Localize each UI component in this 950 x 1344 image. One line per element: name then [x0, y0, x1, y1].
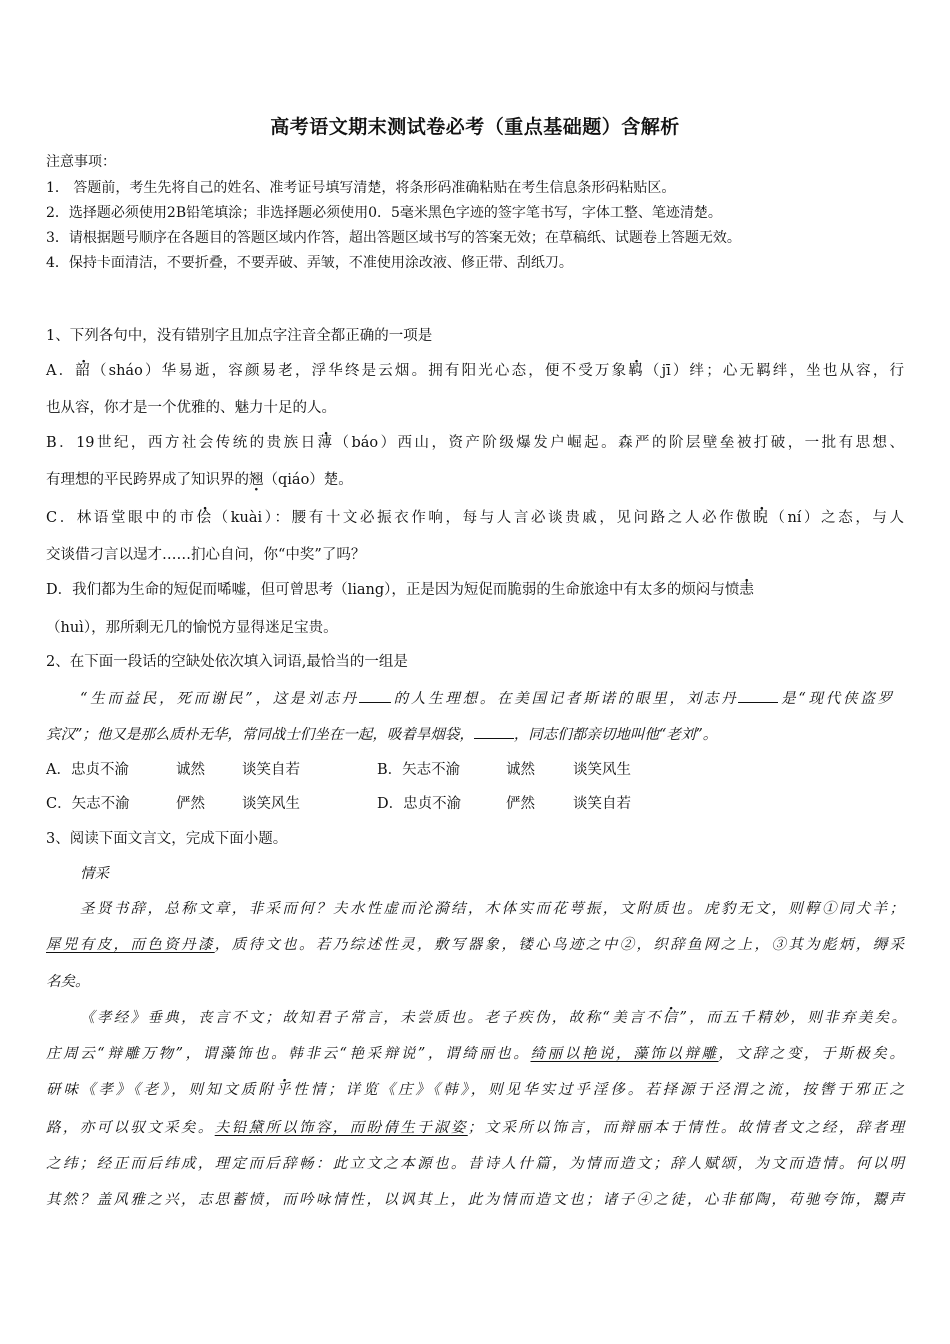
- emphasis-dot-char: 羁: [628, 363, 645, 379]
- q2-passage-line: “生而益民，死而谢民”，这是刘志丹 的人生理想。在美国记者斯诺的眼里，刘志丹 是“现代侠盗罗: [80, 688, 892, 709]
- passage-line: 犀兕有皮，而色资丹漆，质待文也。若乃综述性灵，敷写器象，镂心鸟迹之中②，织辞鱼网之上，③其为彪炳，缛采: [46, 937, 904, 953]
- passage-line: 圣贤书辞，总称文章，非采而何？夫水性虚而沦漪结，木体实而花萼振，文附质也。虎豹无文，则鞟①同犬羊；: [80, 901, 904, 917]
- emphasis-dot-char: 恚: [739, 582, 754, 598]
- passage-line: 路，亦可以驭文采矣。夫铅黛所以饰容，而盼倩生于淑姿；文采所以饰言，而辩丽本于情性。故情者文之经，辞者理: [46, 1120, 905, 1136]
- passage-line: 《孝经》垂典，丧言不文；故知君子常言，未尝质也。老子疾伪，故称“美言不信”，而五千精妙，则非弃美矣。: [80, 1010, 906, 1026]
- fill-blank: [474, 724, 514, 739]
- emphasis-dot-char: 睨: [753, 510, 771, 526]
- q2-option-b: B．矢志不渝 诚然 谈笑风生: [377, 762, 631, 778]
- passage-line: 之纬；经正而后纬成，理定而后辞畅：此立文之本源也。昔诗人什篇，为情而造文；辞人赋颂，为文而造情。何以明: [46, 1156, 904, 1172]
- notice-heading: 注意事项：: [46, 154, 116, 170]
- notice-item: 2．选择题必须使用2B铅笔填涂；非选择题必须使用0．5毫米黑色字迹的签字笔书写，字体工整、笔迹清楚。: [46, 205, 722, 221]
- underlined-sentence: 绮丽以艳说，藻饰以辩雕: [530, 1046, 719, 1062]
- underlined-sentence: 夫铅黛所以饰容，而盼倩生于淑姿: [214, 1120, 468, 1136]
- passage-heading: 情采: [80, 866, 109, 882]
- emphasis-dot-char: 薄: [317, 435, 335, 451]
- emphasis-dot-char: 侩: [196, 510, 214, 526]
- q1-option-c: C．林语堂眼中的市侩（kuài）：腰有十文必振衣作响，每与人言必谈贵戚，见问路之人必作傲睨（ní）之态，与人: [46, 510, 905, 526]
- question-1-stem: 1、下列各句中，没有错别字且加点字注音全都正确的一项是: [46, 328, 433, 344]
- q2-option-d: D．忠贞不渝 俨然 谈笑自若: [377, 796, 631, 812]
- q1-option-a: A．韶（sháo）华易逝，容颜易老，浮华终是云烟。拥有阳光心态，便不受万象羁（jī）绊；心无羁绊，坐也从容，行: [46, 363, 905, 379]
- underlined-sentence: 犀兕有皮，而色资丹漆: [46, 937, 215, 953]
- fill-blank: [738, 688, 778, 703]
- emphasis-dot-char: 信: [662, 1010, 680, 1026]
- passage-line: 研味《孝》《老》，则知文质附乎性情；详览《庄》《韩》，则见华实过乎淫侈。若择源于泾渭之流，按辔于邪正之: [46, 1082, 905, 1098]
- q1-option-b: B．19世纪，西方社会传统的贵族日薄（báo）西山，资产阶级爆发户崛起。森严的阶层壁垒被打破，一批有思想、: [46, 435, 905, 451]
- q2-option-c: C．矢志不渝 俨然 谈笑风生: [46, 796, 300, 812]
- q1-option-a-cont: 也从容，你才是一个优雅的、魅力十足的人。: [46, 400, 336, 416]
- emphasis-dot-char: 翘: [249, 472, 264, 488]
- page-title: 高考语文期末测试卷必考（重点基础题）含解析: [270, 116, 680, 138]
- passage-line: 庄周云“辩雕万物”，谓藻饰也。韩非云“艳采辩说”，谓绮丽也。绮丽以艳说，藻饰以辩雕，文辞之变，于斯极矣。: [46, 1046, 904, 1062]
- passage-line: 名矣。: [46, 974, 90, 990]
- notice-item: 4．保持卡面清洁，不要折叠，不要弄破、弄皱，不准使用涂改液、修正带、刮纸刀。: [46, 255, 573, 271]
- emphasis-dot-char: 乎: [275, 1082, 294, 1098]
- q2-passage-line: 宾汉”；他又是那么质朴无华，常同战士们坐在一起，吸着旱烟袋， ，同志们都亲切地叫他“老刘”。: [46, 724, 717, 745]
- q1-option-c-cont: 交谈借刁言以逞才……扪心自问，你“中奖”了吗？: [46, 547, 366, 563]
- q1-option-d-cont: （huì），那所剩无几的愉悦方显得迷足宝贵。: [46, 620, 338, 636]
- q1-option-b-cont: 有理想的平民跨界成了知识界的翘（qiáo）楚。: [46, 472, 353, 488]
- notice-item: 3．请根据题号顺序在各题目的答题区域内作答，超出答题区域书写的答案无效；在草稿纸、试题卷上答题无效。: [46, 230, 741, 246]
- question-3-stem: 3、阅读下面文言文，完成下面小题。: [46, 831, 288, 847]
- emphasis-dot-char: 韶: [75, 363, 92, 379]
- q1-option-d: D．我们都为生命的短促而唏嘘，但可曾思考（liang），正是因为短促而脆弱的生命旅途中有太多的烦闷与愤恚: [46, 582, 754, 598]
- notice-item: 1． 答题前，考生先将自己的姓名、准考证号填写清楚，将条形码准确粘贴在考生信息条形码粘贴区。: [46, 180, 676, 196]
- fill-blank: [359, 688, 391, 703]
- passage-line: 其然？盖风雅之兴，志思蓄愤，而吟咏情性，以讽其上，此为情而造文也；诸子④之徒，心非郁陶，苟驰夸饰，鬻声: [46, 1192, 904, 1208]
- q2-option-a: A．忠贞不渝 诚然 谈笑自若: [46, 762, 300, 778]
- question-2-stem: 2、在下面一段话的空缺处依次填入词语,最恰当的一组是: [46, 654, 408, 670]
